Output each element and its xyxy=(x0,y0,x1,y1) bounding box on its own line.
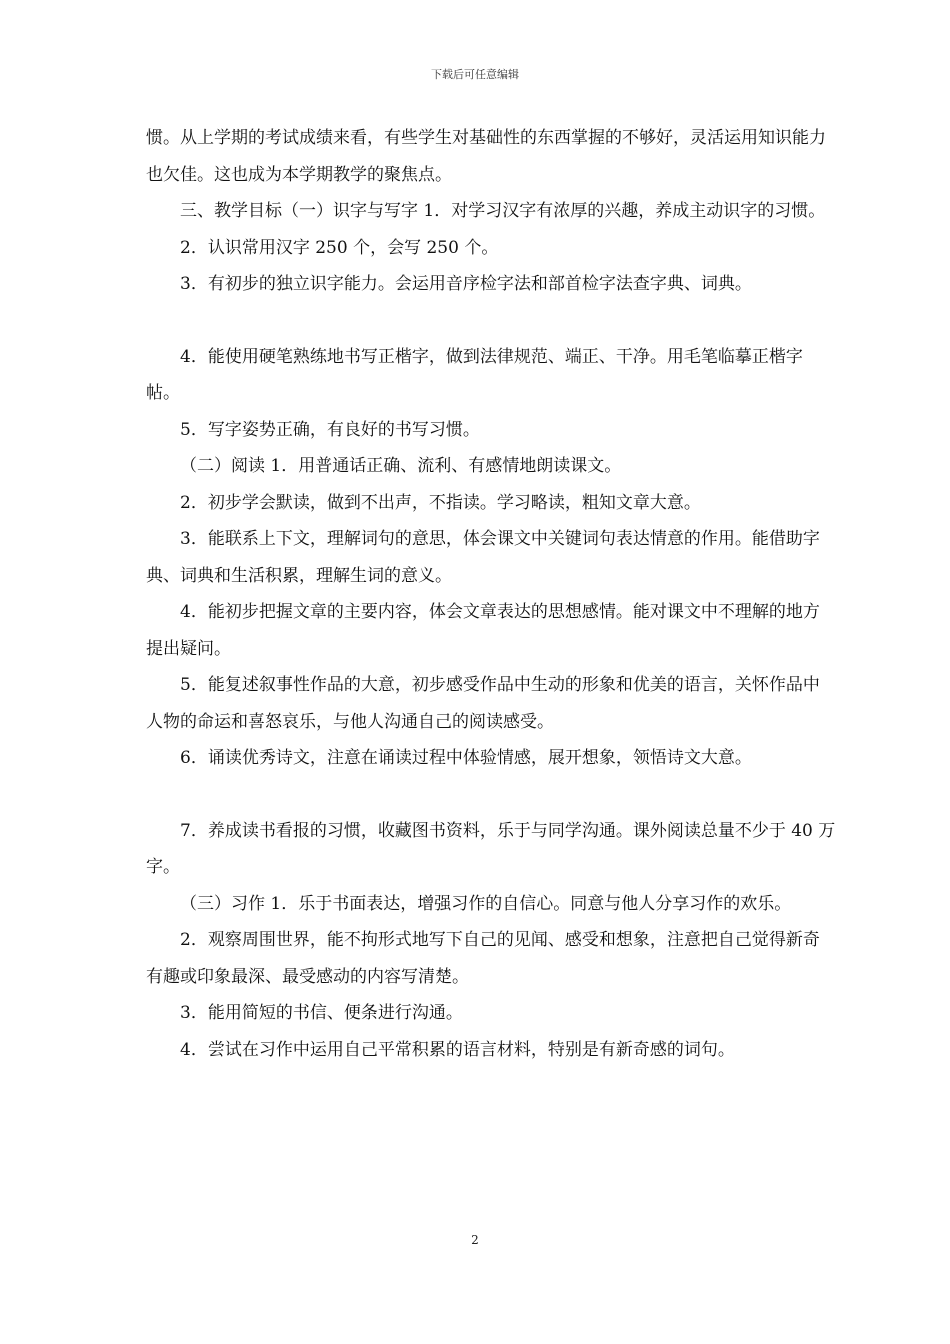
paragraph-16: 3．能用简短的书信、便条进行沟通。 xyxy=(180,1003,463,1023)
paragraph-17: 4．尝试在习作中运用自己平常积累的语言材料，特别是有新奇感的词句。 xyxy=(180,1039,735,1060)
paragraph-11: 5．能复述叙事性作品的大意，初步感受作品中生动的形象和优美的语言，关怀作品中人物的命运和喜怒哀乐，与他人沟通自己的阅读感受。 xyxy=(146,675,820,732)
paragraph-6: 5．写字姿势正确，有良好的书写习惯。 xyxy=(180,419,480,440)
paragraph-9: 3．能联系上下文，理解词句的意思，体会课文中关键词句表达情意的作用。能借助字典、词典和生活积累，理解生词的意义。 xyxy=(146,529,820,586)
spacer xyxy=(146,303,836,339)
paragraph-4: 3．有初步的独立识字能力。会运用音序检字法和部首检字法查字典、词典。 xyxy=(180,274,752,294)
paragraph-7: （二）阅读 1．用普通话正确、流利、有感情地朗读课文。 xyxy=(180,456,622,476)
paragraph-2: 三、教学目标（一）识字与写字 1．对学习汉字有浓厚的兴趣，养成主动识字的习惯。 xyxy=(180,201,826,221)
paragraph-3: 2．认识常用汉字 250 个，会写 250 个。 xyxy=(180,237,499,258)
paragraph-15: 2．观察周围世界，能不拘形式地写下自己的见闻、感受和想象，注意把自己觉得新奇有趣或印象最深、最受感动的内容写清楚。 xyxy=(146,930,820,987)
paragraph-13: 7．养成读书看报的习惯，收藏图书资料，乐于与同学沟通。课外阅读总量不少于 40 万字。 xyxy=(146,820,836,877)
paragraph-8: 2．初步学会默读，做到不出声，不指读。学习略读，粗知文章大意。 xyxy=(180,492,701,513)
page-number: 2 xyxy=(471,1233,479,1247)
paragraph-1: 惯。从上学期的考试成绩来看，有些学生对基础性的东西掌握的不够好，灵活运用知识能力也欠佳。这也成为本学期教学的聚焦点。 xyxy=(146,128,826,185)
paragraph-5: 4．能使用硬笔熟练地书写正楷字，做到法律规范、端正、干净。用毛笔临摹正楷字帖。 xyxy=(146,346,803,403)
page-header: 下载后可任意编辑 xyxy=(431,68,519,81)
document-body xyxy=(146,120,836,1068)
spacer xyxy=(146,777,836,813)
paragraph-14: （三）习作 1．乐于书面表达，增强习作的自信心。同意与他人分享习作的欢乐。 xyxy=(180,893,792,914)
paragraph-12: 6．诵读优秀诗文，注意在诵读过程中体验情感，展开想象，领悟诗文大意。 xyxy=(180,748,752,768)
paragraph-10: 4．能初步把握文章的主要内容，体会文章表达的思想感情。能对课文中不理解的地方提出疑问。 xyxy=(146,602,820,659)
